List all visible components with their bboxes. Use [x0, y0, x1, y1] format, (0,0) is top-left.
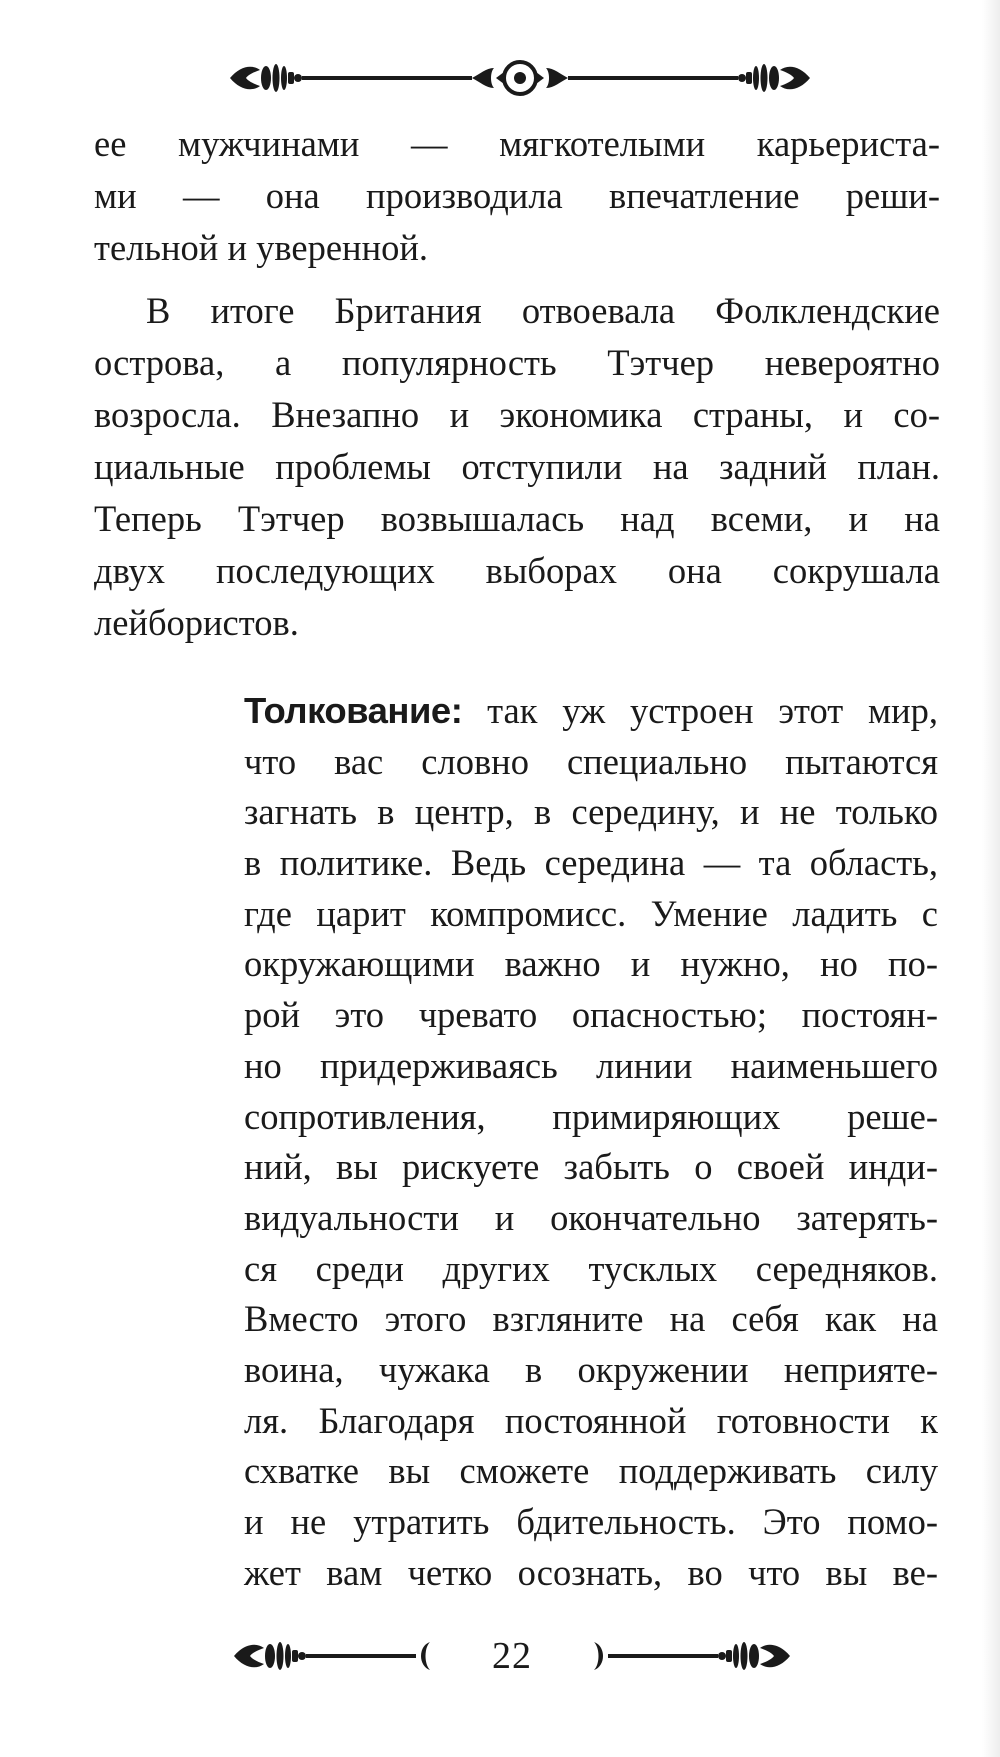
- interpretation-first-line: [244, 686, 938, 737]
- text-line: В итоге Британия отвоевала Фолклендские: [146, 290, 940, 331]
- text-line: схватке вы сможете поддерживать силу: [244, 1450, 938, 1492]
- text-line: где царит компромисс. Умение ладить с: [244, 892, 938, 934]
- text-line: загнать в центр, в середину, и не только: [244, 791, 938, 833]
- interpretation-block: [244, 686, 938, 1598]
- main-text: [94, 118, 940, 649]
- text-line: Вместо этого взгляните на себя как на: [244, 1298, 938, 1340]
- page-edge-shadow: [982, 0, 1000, 1757]
- text-line: жет вам четко осознать, во что вы ве-: [244, 1551, 938, 1593]
- text-line: видуальности и окончательно затерять-: [244, 1196, 938, 1238]
- text-line: что вас словно специально пытаются: [244, 740, 938, 782]
- text-line: но придерживаясь линии наименьшего: [244, 1044, 938, 1086]
- text-line: воина, чужака в окружении неприяте-: [244, 1348, 938, 1390]
- text-line: в политике. Ведь середина — та область,: [244, 842, 938, 884]
- text-line: тельной и уверенной.: [94, 227, 429, 268]
- text-line: ся среди других тусклых середняков.: [244, 1247, 938, 1289]
- text-line: ний, вы рискуете забыть о своей инди-: [244, 1146, 938, 1188]
- text-line: окружающими важно и нужно, но по-: [244, 943, 938, 985]
- text-line: ее мужчинами — мягкотелыми карьериста-: [94, 123, 940, 164]
- page-number: 22: [492, 1635, 532, 1677]
- text-line: двух последующих выборах она сокрушала: [94, 550, 940, 591]
- header-ornament: [228, 52, 812, 104]
- text-line: лейбористов.: [94, 602, 299, 643]
- paragraph-2: [94, 285, 940, 649]
- text-line: сопротивления, примиряющих реше-: [244, 1095, 938, 1137]
- text-line: ля. Благодаря постоянной готовности к: [244, 1399, 938, 1441]
- interpretation-label: Толкование:: [244, 690, 463, 731]
- text-line: циальные проблемы отступили на задний план.: [94, 446, 940, 487]
- paragraph-1: [94, 118, 940, 274]
- page-footer: [232, 1626, 792, 1686]
- text-line: и не утратить бдительность. Это помо-: [244, 1501, 938, 1542]
- text-line: так уж устроен этот мир,: [487, 690, 938, 731]
- text-line: ми — она производила впечатление реши-: [94, 175, 940, 216]
- text-line: Теперь Тэтчер возвышалась над всеми, и на: [94, 498, 940, 539]
- text-line: острова, а популярность Тэтчер невероятно: [94, 342, 940, 383]
- text-line: возросла. Внезапно и экономика страны, и со-: [94, 394, 940, 435]
- text-line: рой это чревато опасностью; постоян-: [244, 994, 938, 1036]
